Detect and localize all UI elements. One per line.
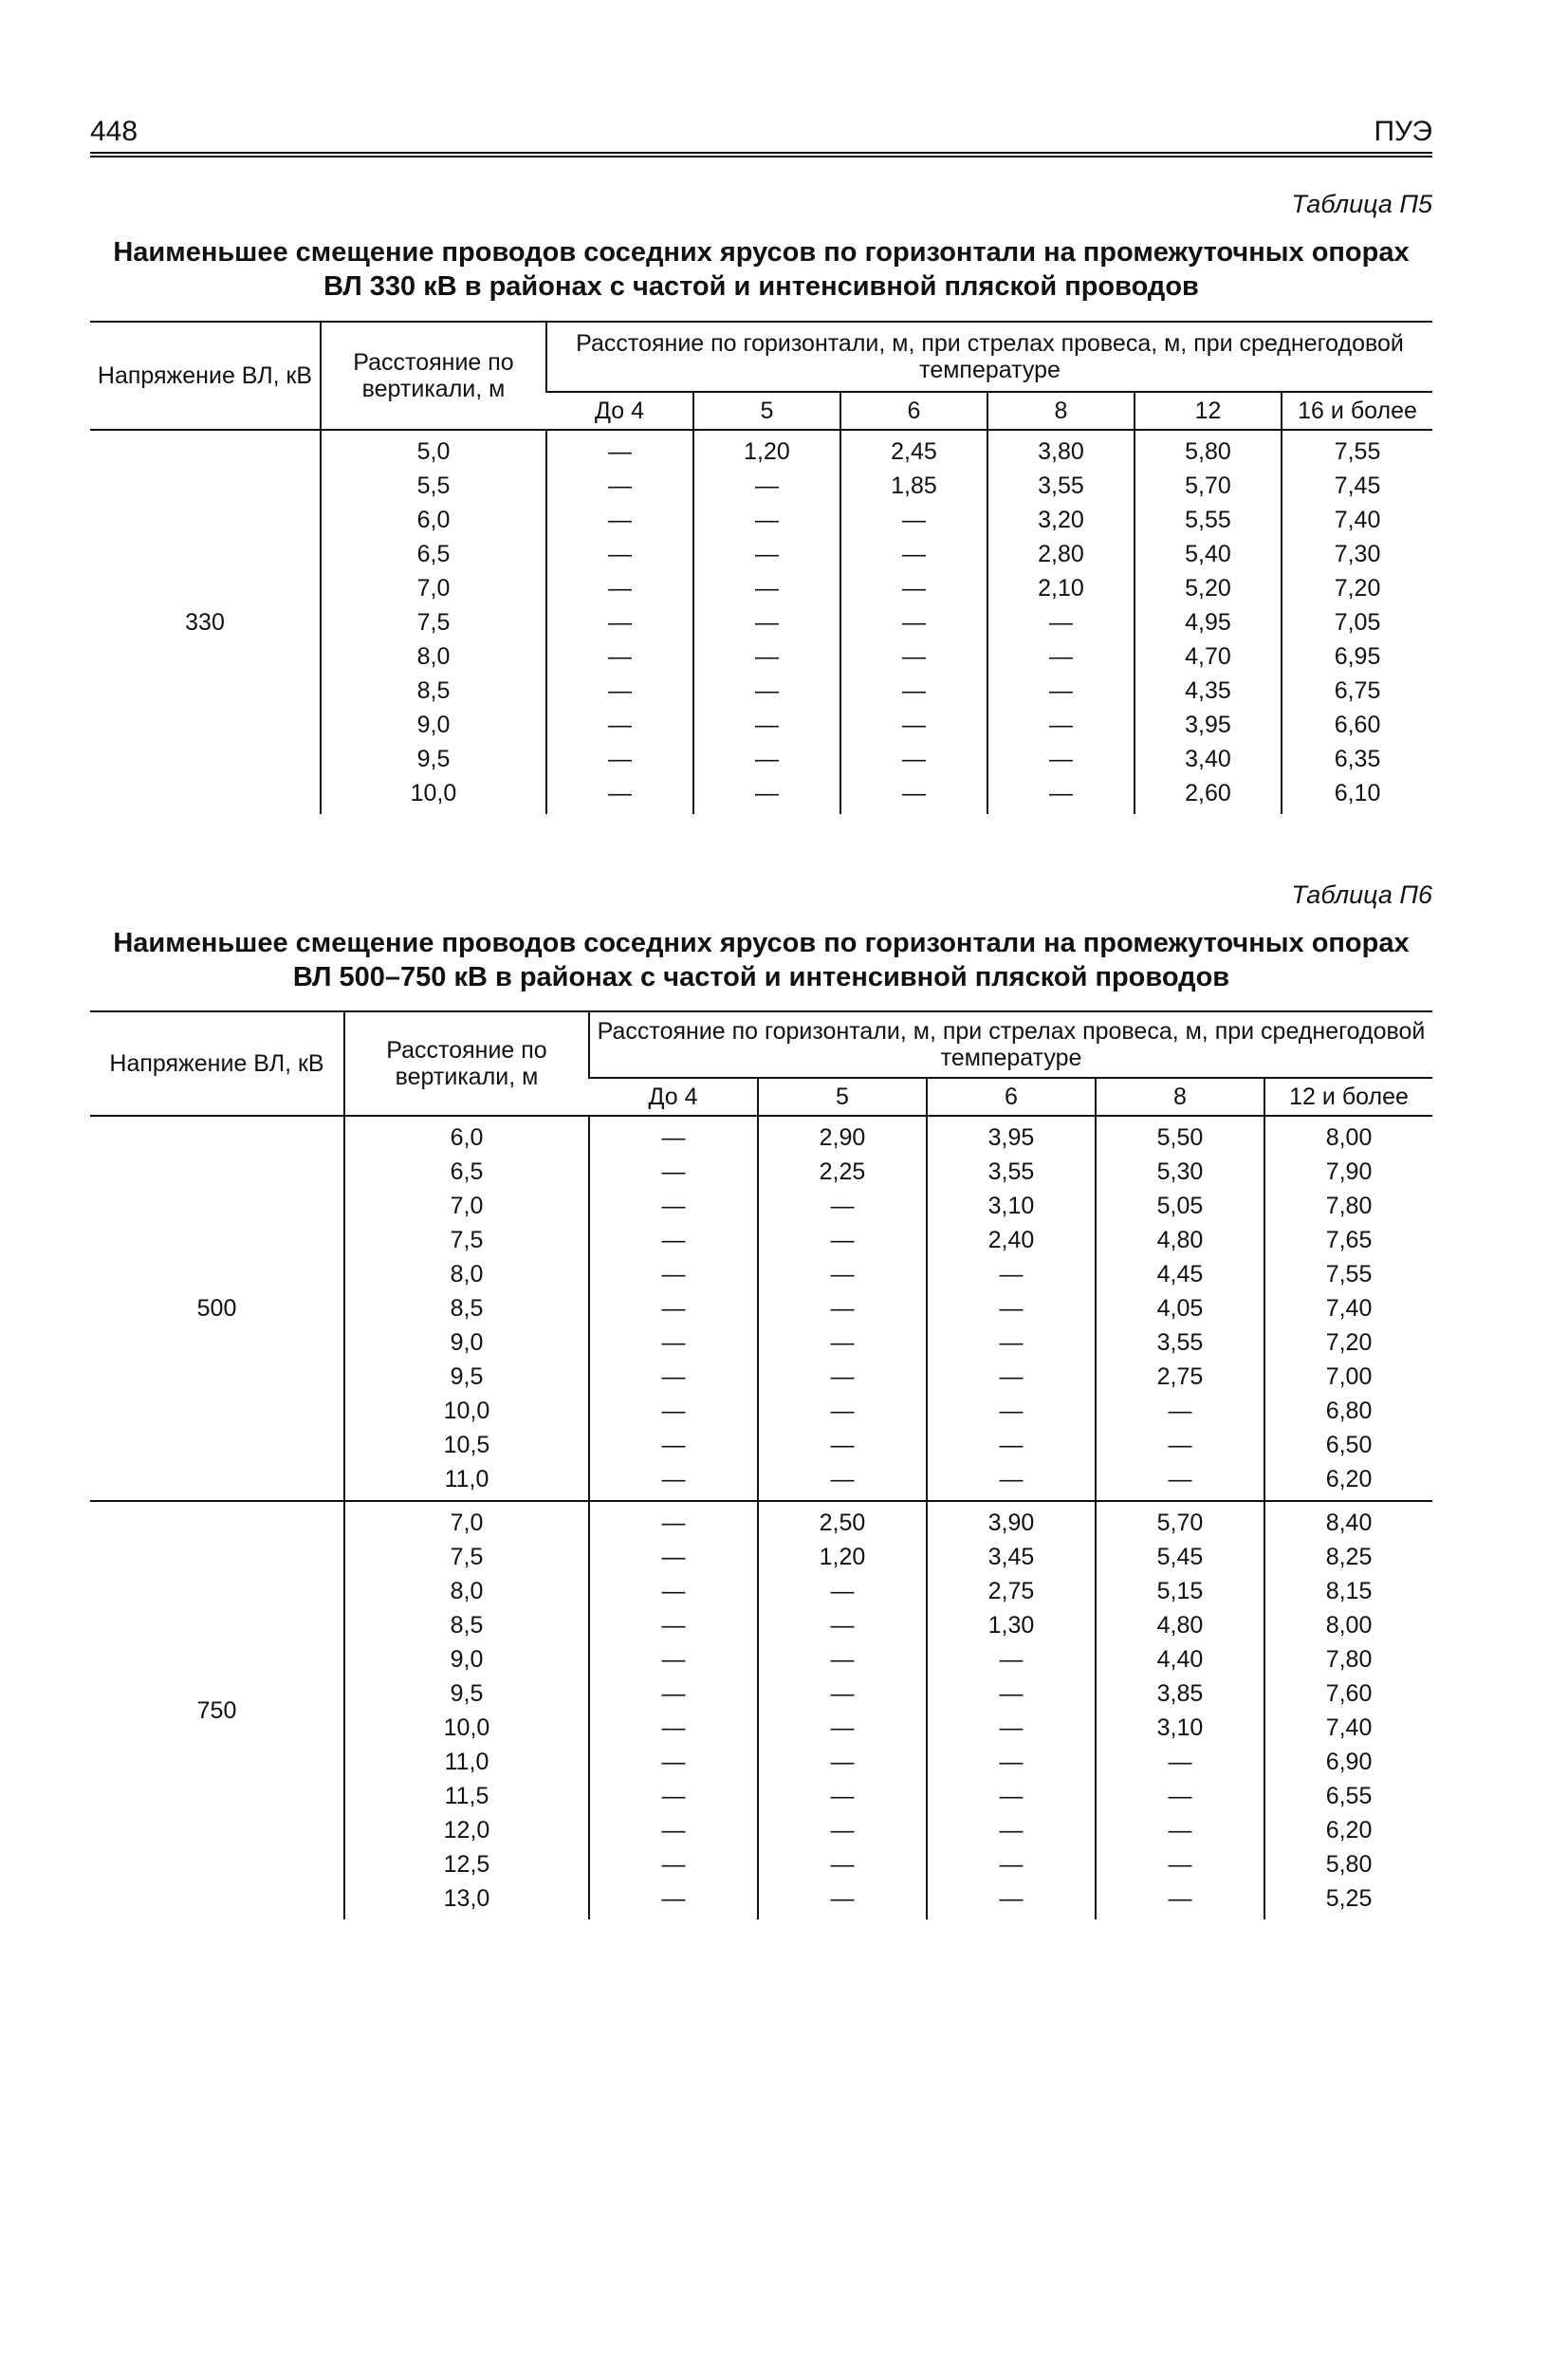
value-cell: — (902, 746, 926, 772)
value-cell: — (830, 1432, 855, 1458)
value-cell: 3,90 (987, 1510, 1035, 1536)
sag-column (1264, 1116, 1432, 1501)
value-cell: — (902, 712, 926, 738)
value-cell: — (661, 1158, 686, 1185)
sag-column (1096, 1116, 1264, 1501)
value-cell: — (830, 1885, 855, 1912)
value-cell: — (830, 1261, 855, 1288)
value-cell: 3,85 (1156, 1680, 1204, 1707)
value-cell: — (999, 1783, 1024, 1809)
table-p5-group (90, 430, 1432, 814)
table-row (90, 1501, 1432, 1919)
table-row (90, 430, 1432, 814)
value-cell: 2,45 (891, 438, 937, 465)
value-cell: — (830, 1329, 855, 1356)
value-cell: 9,0 (416, 712, 451, 738)
header-rule (90, 156, 1432, 157)
value-cell: 4,45 (1156, 1261, 1204, 1288)
value-cell: — (661, 1510, 686, 1536)
value-cell: — (755, 712, 779, 738)
value-cell: — (608, 746, 632, 772)
running-header (90, 112, 1432, 154)
value-cell: — (661, 1295, 686, 1322)
value-cell: — (830, 1612, 855, 1639)
value-cell: — (755, 609, 779, 636)
value-cell: 7,05 (1334, 609, 1381, 636)
value-cell: 5,15 (1156, 1578, 1204, 1604)
table-p6-label: Таблица П6 (1291, 880, 1432, 909)
value-cell: 7,65 (1325, 1227, 1373, 1253)
running-title: ПУЭ (1374, 116, 1432, 147)
value-cell: — (755, 677, 779, 704)
value-cell: 7,0 (416, 575, 451, 602)
value-cell: — (830, 1398, 855, 1424)
value-cell: 6,0 (450, 1124, 484, 1151)
table-p5-title-line1: Наименьшее смещение проводов соседних ярусов по горизонтали на промежуточных опорах (113, 237, 1410, 268)
value-cell: 3,55 (987, 1158, 1035, 1185)
value-cell: — (830, 1295, 855, 1322)
value-cell: — (999, 1646, 1024, 1673)
sag-column (1264, 1501, 1432, 1919)
value-cell: — (830, 1363, 855, 1390)
value-cell: — (999, 1363, 1024, 1390)
value-cell: 5,70 (1185, 472, 1231, 499)
value-cell: 2,40 (987, 1227, 1035, 1253)
table-p6 (90, 1010, 1432, 1919)
value-cell: — (1049, 643, 1073, 670)
sag-column (1134, 430, 1282, 814)
value-cell: 5,25 (1325, 1885, 1373, 1912)
value-cell: — (1168, 1466, 1192, 1492)
value-cell: 7,0 (450, 1193, 484, 1219)
header-voltage: Напряжение ВЛ, кВ (109, 1050, 324, 1077)
value-cell: 6,75 (1334, 677, 1381, 704)
vertical-column (321, 430, 546, 814)
value-cell: — (608, 643, 632, 670)
value-cell: — (755, 575, 779, 602)
value-cell: — (830, 1646, 855, 1673)
table-p6-title (90, 926, 1432, 994)
value-cell: 2,10 (1038, 575, 1084, 602)
value-cell: 8,15 (1325, 1578, 1373, 1604)
value-cell: 3,55 (1038, 472, 1084, 499)
value-cell: 7,80 (1325, 1646, 1373, 1673)
value-cell: — (661, 1646, 686, 1673)
value-cell: 3,10 (987, 1193, 1035, 1219)
value-cell: — (661, 1124, 686, 1151)
value-cell: 10,0 (410, 780, 457, 806)
value-cell: 8,5 (450, 1612, 484, 1639)
header-horizontal: Расстояние по горизонтали, м, при стрелах провеса, м, при среднегодовой температуре (546, 322, 1432, 392)
value-cell: — (661, 1544, 686, 1570)
header-sag: 6 (840, 392, 987, 430)
value-cell: 1,85 (891, 472, 937, 499)
value-cell: 7,40 (1325, 1295, 1373, 1322)
value-cell: 2,80 (1038, 541, 1084, 567)
value-cell: — (661, 1749, 686, 1775)
value-cell: 7,40 (1325, 1714, 1373, 1741)
value-cell: — (755, 541, 779, 567)
value-cell: 8,0 (450, 1261, 484, 1288)
value-cell: 7,20 (1325, 1329, 1373, 1356)
header-sag: 8 (987, 392, 1134, 430)
voltage-cell: 330 (185, 609, 225, 636)
value-cell: 6,20 (1325, 1817, 1373, 1843)
value-cell: 11,0 (444, 1466, 489, 1492)
value-cell: 4,95 (1185, 609, 1231, 636)
sag-column (1096, 1501, 1264, 1919)
value-cell: — (999, 1295, 1024, 1322)
value-cell: 4,80 (1156, 1612, 1204, 1639)
value-cell: — (608, 780, 632, 806)
value-cell: 5,40 (1185, 541, 1231, 567)
value-cell: 9,5 (450, 1680, 484, 1707)
value-cell: — (1049, 609, 1073, 636)
value-cell: — (608, 575, 632, 602)
value-cell: 8,25 (1325, 1544, 1373, 1570)
value-cell: 6,10 (1334, 780, 1381, 806)
value-cell: 7,60 (1325, 1680, 1373, 1707)
value-cell: 7,45 (1334, 472, 1381, 499)
value-cell: — (661, 1193, 686, 1219)
value-cell: — (755, 746, 779, 772)
voltage-cell: 500 (196, 1295, 237, 1322)
header-voltage: Напряжение ВЛ, кВ (97, 362, 313, 389)
value-cell: 8,0 (450, 1578, 484, 1604)
value-cell: 2,90 (819, 1124, 866, 1151)
value-cell: 7,5 (416, 609, 451, 636)
value-cell: — (661, 1363, 686, 1390)
sag-column (987, 430, 1134, 814)
vertical-column (344, 1116, 589, 1501)
value-cell: — (1168, 1783, 1192, 1809)
value-cell: — (1049, 712, 1073, 738)
value-cell: 4,70 (1185, 643, 1231, 670)
value-cell: — (999, 1329, 1024, 1356)
value-cell: 2,75 (987, 1578, 1035, 1604)
value-cell: — (830, 1783, 855, 1809)
value-cell: — (1168, 1398, 1192, 1424)
value-cell: 7,55 (1334, 438, 1381, 465)
value-cell: — (902, 643, 926, 670)
value-cell: — (661, 1329, 686, 1356)
value-cell: 11,0 (444, 1749, 489, 1775)
value-cell: 7,40 (1334, 507, 1381, 533)
vertical-column (344, 1501, 589, 1919)
sag-column (589, 1116, 758, 1501)
page-number: 448 (90, 116, 138, 147)
sag-column (758, 1501, 927, 1919)
value-cell: 7,30 (1334, 541, 1381, 567)
value-cell: 7,90 (1325, 1158, 1373, 1185)
value-cell: — (830, 1227, 855, 1253)
value-cell: — (1049, 746, 1073, 772)
value-cell: 3,10 (1156, 1714, 1204, 1741)
value-cell: — (661, 1432, 686, 1458)
value-cell: — (608, 507, 632, 533)
value-cell: 5,20 (1185, 575, 1231, 602)
value-cell: 7,00 (1325, 1363, 1373, 1390)
value-cell: — (1049, 677, 1073, 704)
value-cell: — (755, 472, 779, 499)
value-cell: 9,0 (450, 1329, 484, 1356)
value-cell: 7,20 (1334, 575, 1381, 602)
value-cell: 5,30 (1156, 1158, 1204, 1185)
value-cell: 11,5 (444, 1783, 489, 1809)
value-cell: — (902, 507, 926, 533)
value-cell: — (1168, 1851, 1192, 1878)
value-cell: 4,35 (1185, 677, 1231, 704)
header-sag: До 4 (589, 1078, 758, 1116)
header-sag: 6 (927, 1078, 1096, 1116)
value-cell: — (999, 1885, 1024, 1912)
value-cell: — (1168, 1432, 1192, 1458)
value-cell: — (902, 677, 926, 704)
value-cell: — (1168, 1749, 1192, 1775)
value-cell: 6,0 (416, 507, 451, 533)
value-cell: 9,0 (450, 1646, 484, 1673)
value-cell: 1,30 (987, 1612, 1035, 1639)
value-cell: 12,5 (443, 1851, 490, 1878)
value-cell: 3,55 (1156, 1329, 1204, 1356)
value-cell: 3,80 (1038, 438, 1084, 465)
value-cell: — (661, 1398, 686, 1424)
value-cell: 10,0 (443, 1398, 490, 1424)
sag-column (927, 1116, 1096, 1501)
value-cell: 2,50 (819, 1510, 866, 1536)
table-p6-title-line1: Наименьшее смещение проводов соседних ярусов по горизонтали на промежуточных опорах (113, 928, 1410, 958)
table-p6-group (90, 1116, 1432, 1501)
value-cell: — (830, 1714, 855, 1741)
table-p6-group (90, 1501, 1432, 1919)
value-cell: — (661, 1851, 686, 1878)
value-cell: 5,0 (416, 438, 451, 465)
header-sag: 5 (693, 392, 840, 430)
value-cell: — (902, 575, 926, 602)
value-cell: — (999, 1749, 1024, 1775)
table-p5-title (90, 235, 1432, 304)
value-cell: 12,0 (443, 1817, 490, 1843)
value-cell: — (608, 438, 632, 465)
value-cell: — (661, 1612, 686, 1639)
value-cell: — (999, 1398, 1024, 1424)
value-cell: — (830, 1193, 855, 1219)
value-cell: 6,95 (1334, 643, 1381, 670)
value-cell: 10,5 (443, 1432, 490, 1458)
value-cell: 4,80 (1156, 1227, 1204, 1253)
value-cell: 8,40 (1325, 1510, 1373, 1536)
value-cell: 2,60 (1185, 780, 1231, 806)
value-cell: 6,35 (1334, 746, 1381, 772)
value-cell: 5,55 (1185, 507, 1231, 533)
value-cell: — (830, 1466, 855, 1492)
value-cell: 2,75 (1156, 1363, 1204, 1390)
value-cell: — (999, 1817, 1024, 1843)
value-cell: — (1049, 780, 1073, 806)
value-cell: 5,80 (1325, 1851, 1373, 1878)
value-cell: — (1168, 1885, 1192, 1912)
value-cell: — (755, 643, 779, 670)
value-cell: 4,05 (1156, 1295, 1204, 1322)
header-vertical: Расстояние по вертикали, м (321, 322, 546, 430)
value-cell: — (755, 507, 779, 533)
value-cell: — (661, 1885, 686, 1912)
value-cell: 6,80 (1325, 1398, 1373, 1424)
table-p6-title-line2: ВЛ 500–750 кВ в районах с частой и интенсивной пляской проводов (292, 962, 1230, 992)
sag-column (589, 1501, 758, 1919)
value-cell: — (999, 1432, 1024, 1458)
value-cell: 3,20 (1038, 507, 1084, 533)
value-cell: 8,0 (416, 643, 451, 670)
value-cell: 7,5 (450, 1544, 484, 1570)
value-cell: 9,5 (450, 1363, 484, 1390)
value-cell: 5,70 (1156, 1510, 1204, 1536)
value-cell: — (661, 1227, 686, 1253)
value-cell: — (830, 1851, 855, 1878)
value-cell: 10,0 (443, 1714, 490, 1741)
value-cell: — (830, 1749, 855, 1775)
value-cell: 6,5 (450, 1158, 484, 1185)
value-cell: 3,95 (987, 1124, 1035, 1151)
sag-column (546, 430, 693, 814)
value-cell: 7,80 (1325, 1193, 1373, 1219)
value-cell: 1,20 (744, 438, 790, 465)
value-cell: — (1168, 1817, 1192, 1843)
value-cell: 6,5 (416, 541, 451, 567)
table-row (90, 1116, 1432, 1501)
table-p5-header (90, 322, 1432, 430)
value-cell: — (830, 1578, 855, 1604)
header-sag: 5 (758, 1078, 927, 1116)
value-cell: 3,45 (987, 1544, 1035, 1570)
value-cell: 8,00 (1325, 1612, 1373, 1639)
value-cell: 8,5 (416, 677, 451, 704)
value-cell: 6,55 (1325, 1783, 1373, 1809)
value-cell: — (608, 541, 632, 567)
value-cell: — (608, 677, 632, 704)
table-p6-header (90, 1011, 1432, 1116)
value-cell: — (755, 780, 779, 806)
value-cell: 13,0 (443, 1885, 490, 1912)
value-cell: — (661, 1783, 686, 1809)
header-sag: 16 и более (1282, 392, 1432, 430)
table-p5-label: Таблица П5 (1291, 190, 1432, 218)
value-cell: 6,20 (1325, 1466, 1373, 1492)
header-vertical: Расстояние по вертикали, м (344, 1011, 589, 1116)
value-cell: 5,80 (1185, 438, 1231, 465)
value-cell: — (999, 1261, 1024, 1288)
value-cell: — (661, 1714, 686, 1741)
value-cell: — (608, 609, 632, 636)
value-cell: 6,90 (1325, 1749, 1373, 1775)
value-cell: 6,60 (1334, 712, 1381, 738)
value-cell: 3,40 (1185, 746, 1231, 772)
value-cell: 3,95 (1185, 712, 1231, 738)
header-horizontal: Расстояние по горизонтали, м, при стрелах провеса, м, при среднегодовой температуре (589, 1011, 1432, 1078)
value-cell: — (999, 1714, 1024, 1741)
value-cell: — (830, 1817, 855, 1843)
value-cell: 7,5 (450, 1227, 484, 1253)
value-cell: 5,05 (1156, 1193, 1204, 1219)
value-cell: 2,25 (819, 1158, 866, 1185)
header-sag: 12 (1134, 392, 1282, 430)
value-cell: — (661, 1680, 686, 1707)
voltage-cell: 750 (90, 1501, 344, 1919)
sag-column (758, 1116, 927, 1501)
value-cell: — (661, 1817, 686, 1843)
value-cell: — (661, 1578, 686, 1604)
value-cell: 5,5 (416, 472, 451, 499)
table-p5 (90, 321, 1432, 814)
value-cell: — (902, 780, 926, 806)
value-cell: 5,45 (1156, 1544, 1204, 1570)
value-cell: — (902, 609, 926, 636)
value-cell: 6,50 (1325, 1432, 1373, 1458)
value-cell: — (999, 1851, 1024, 1878)
value-cell: — (661, 1261, 686, 1288)
sag-column (927, 1501, 1096, 1919)
value-cell: — (661, 1466, 686, 1492)
value-cell: 9,5 (416, 746, 451, 772)
value-cell: — (902, 541, 926, 567)
sag-column (840, 430, 987, 814)
header-sag: 12 и более (1264, 1078, 1432, 1116)
header-sag: 8 (1096, 1078, 1264, 1116)
value-cell: 4,40 (1156, 1646, 1204, 1673)
value-cell: 8,5 (450, 1295, 484, 1322)
value-cell: — (830, 1680, 855, 1707)
value-cell: 5,50 (1156, 1124, 1204, 1151)
value-cell: 7,55 (1325, 1261, 1373, 1288)
value-cell: — (608, 712, 632, 738)
sag-column (1282, 430, 1432, 814)
value-cell: 1,20 (819, 1544, 866, 1570)
header-sag: До 4 (546, 392, 693, 430)
value-cell: — (608, 472, 632, 499)
value-cell: 7,0 (450, 1510, 484, 1536)
sag-column (693, 430, 840, 814)
table-p5-title-line2: ВЛ 330 кВ в районах с частой и интенсивной пляской проводов (323, 271, 1199, 302)
value-cell: — (999, 1466, 1024, 1492)
value-cell: — (999, 1680, 1024, 1707)
value-cell: 8,00 (1325, 1124, 1373, 1151)
